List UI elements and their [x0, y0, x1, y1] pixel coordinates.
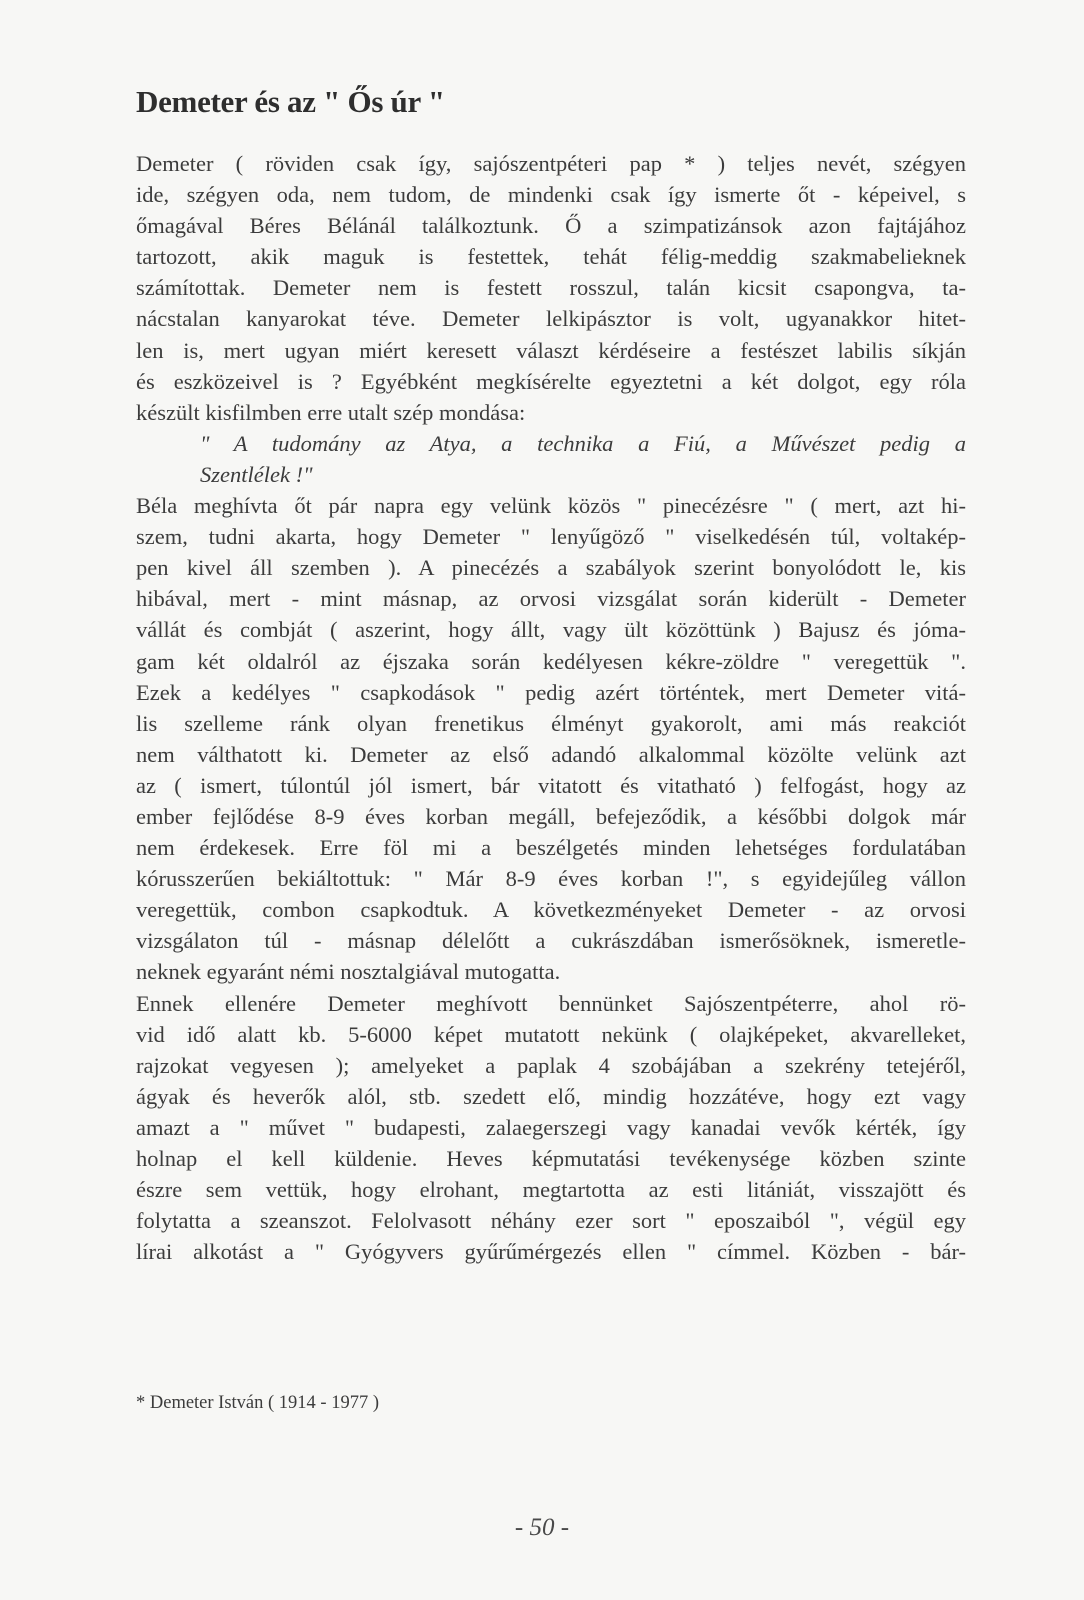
text-line: Ezek a kedélyes " csapkodások " pedig azért történtek, mert Demeter vitá- — [136, 679, 966, 705]
text-line: lis szelleme ránk olyan frenetikus élményt gyakorolt, ami más reakciót — [136, 710, 966, 736]
text-line: pen kivel áll szemben ). A pinecézés a szabályok szerint bonyolódott le, kis — [136, 555, 966, 581]
text-line: hibával, mert - mint másnap, az orvosi vizsgálat során kiderült - Demeter — [136, 586, 966, 612]
text-line: nácstalan kanyarokat téve. Demeter lelkipásztor is volt, ugyanakkor hitet- — [136, 306, 966, 332]
chapter-title: Demeter és az " Ős úr " — [136, 84, 445, 119]
page-number: - 50 - — [514, 1514, 570, 1541]
text-line: Demeter ( röviden csak így, sajószentpéteri pap * ) teljes nevét, szégyen — [136, 151, 966, 176]
text-line: rajzokat vegyesen ); amelyeket a paplak 4 szobájában a szekrény tetejéről, — [136, 1052, 966, 1078]
quote-line: Szentlélek !" — [200, 461, 313, 487]
footnote: * Demeter István ( 1914 - 1977 ) — [136, 1393, 380, 1413]
text-line: kórusszerűen bekiáltottuk: " Már 8-9 éves korban !", s egyidejűleg vállon — [136, 866, 966, 892]
text-line: len is, mert ugyan miért keresett választ kérdéseire a festészet labilis síkján — [136, 337, 966, 363]
text-line: Béla meghívta őt pár napra egy velünk közös " pinecézésre " ( mert, azt hi- — [136, 493, 966, 519]
text-line: ember fejlődése 8-9 éves korban megáll, befejeződik, a későbbi dolgok már — [136, 803, 966, 829]
text-line: készült kisfilmben erre utalt szép mondása: — [136, 399, 526, 425]
text-line: folytatta a szeanszot. Felolvasott néhány ezer sort " eposzaiból ", végül egy — [136, 1208, 966, 1234]
text-line: számítottak. Demeter nem is festett rosszul, talán kicsit csapongva, ta- — [136, 275, 966, 301]
text-line: vid idő alatt kb. 5-6000 képet mutatott nekünk ( olajképeket, akvarelleket, — [136, 1021, 966, 1047]
text-line: gam két oldalról az éjszaka során kedélyesen kékre-zöldre " veregettük ". — [136, 648, 966, 674]
text-line: veregettük, combon csapkodtuk. A következményeket Demeter - az orvosi — [136, 897, 966, 923]
text-line: őmagával Béres Bélánál találkoztunk. Ő a szimpatizánsok azon fajtájához — [136, 213, 966, 239]
text-line: lírai alkotást a " Gyógyvers gyűrűmérgezés ellen " címmel. Közben - bár- — [136, 1239, 966, 1265]
text-line: neknek egyaránt némi nosztalgiával mutogatta. — [136, 959, 561, 985]
text-line: ide, szégyen oda, nem tudom, de mindenki csak így ismerte őt - képeivel, s — [136, 182, 966, 208]
text-line: vizsgálaton túl - másnap délelőtt a cukrászdában ismerősöknek, ismeretle- — [136, 928, 966, 954]
text-line: szem, tudni akarta, hogy Demeter " lenyűgöző " viselkedésén túl, voltakép- — [136, 524, 966, 550]
text-line: észre sem vettük, hogy elrohant, megtartotta az esti litániát, visszajött és — [136, 1177, 966, 1203]
text-line: holnap el kell küldenie. Heves képmutatási tevékenysége közben szinte — [136, 1146, 966, 1171]
text-line: nem válthatott ki. Demeter az első adandó alkalommal közölte velünk azt — [136, 741, 966, 767]
text-line: és eszközeivel is ? Egyébként megkísérelte egyeztetni a két dolgot, egy róla — [136, 368, 966, 394]
body-text — [136, 148, 966, 1267]
text-line: nem érdekesek. Erre föl mi a beszélgetés minden lehetséges fordulatában — [136, 835, 966, 861]
text-line: ágyak és heverők alól, stb. szedett elő, mindig hozzátéve, hogy ezt vagy — [136, 1083, 966, 1109]
text-line: Ennek ellenére Demeter meghívott bennünket Sajószentpéterre, ahol rö- — [136, 990, 966, 1016]
text-line: az ( ismert, túlontúl jól ismert, bár vitatott és vitatható ) felfogást, hogy az — [136, 772, 966, 798]
text-line: tartozott, akik maguk is festettek, tehát félig-meddig szakmabelieknek — [136, 244, 966, 270]
text-line: vállát és combját ( aszerint, hogy állt, vagy ült közöttünk ) Bajusz és jóma- — [136, 617, 966, 643]
quote-line: " A tudomány az Atya, a technika a Fiú, a Művészet pedig a — [200, 430, 966, 456]
text-line: amazt a " művet " budapesti, zalaegerszegi vagy kanadai vevők kérték, így — [136, 1114, 966, 1140]
